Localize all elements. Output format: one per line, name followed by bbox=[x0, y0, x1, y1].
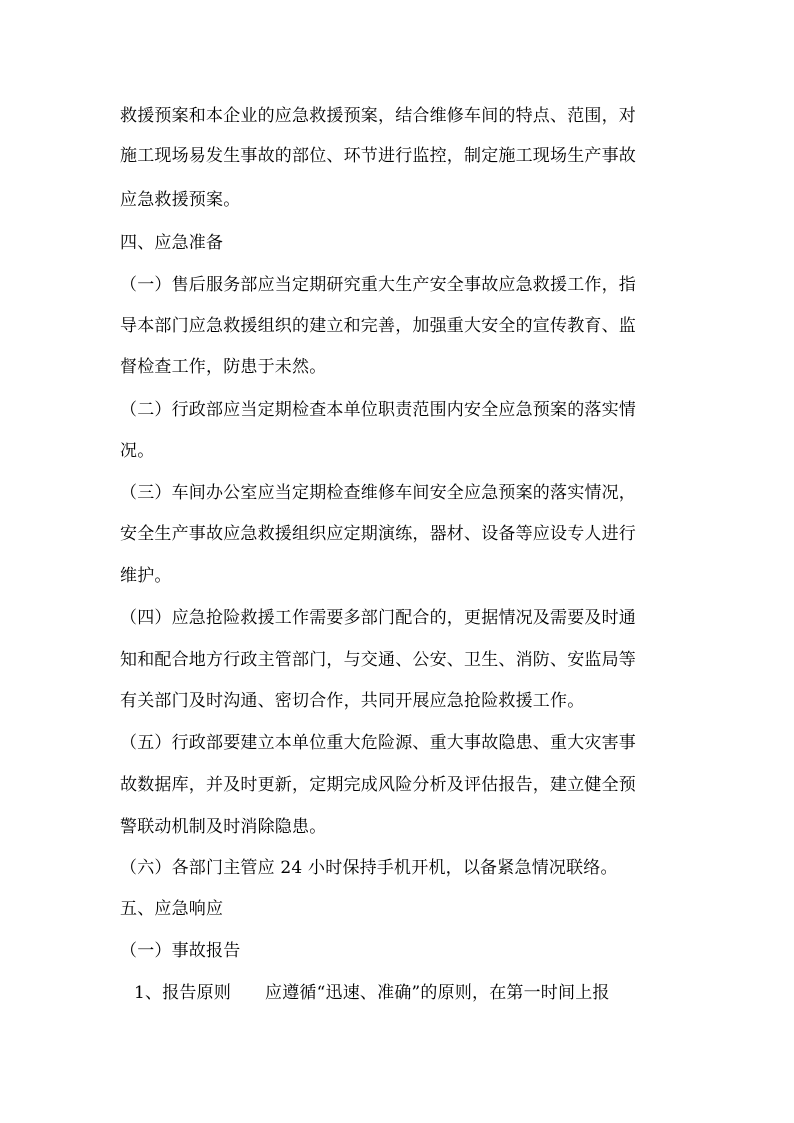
text-line bbox=[134, 983, 680, 1003]
text-line: 施工现场易发生事故的部位、环节进行监控，制定施工现场生产事故 bbox=[120, 146, 636, 166]
text-line: 故数据库，并及时更新，定期完成风险分析及评估报告，建立健全预 bbox=[120, 775, 636, 795]
subsection-heading: （一）事故报告 bbox=[120, 941, 241, 961]
text-line: （三）车间办公室应当定期检查维修车间安全应急预案的落实情况， bbox=[120, 483, 636, 503]
text-line: 有关部门及时沟通、密切合作，共同开展应急抢险救援工作。 bbox=[120, 691, 585, 711]
item-label: 1、报告原则 bbox=[134, 983, 232, 1003]
text-line: 导本部门应急救援组织的建立和完善，加强重大安全的宣传教育、监 bbox=[120, 316, 636, 336]
text-line: （五）行政部要建立本单位重大危险源、重大事故隐患、重大灾害事 bbox=[120, 733, 636, 753]
text-line: 况。 bbox=[120, 441, 155, 461]
text-line: 应急救援预案。 bbox=[120, 190, 241, 210]
text-line: 救援预案和本企业的应急救援预案，结合维修车间的特点、范围，对 bbox=[120, 106, 636, 126]
section-heading: 四、应急准备 bbox=[120, 233, 224, 253]
text-line: （四）应急抢险救援工作需要多部门配合的，更据情况及需要及时通 bbox=[120, 608, 636, 628]
text-line: 督检查工作，防患于未然。 bbox=[120, 357, 327, 377]
item-text: 应遵循“迅速、准确”的原则，在第一时间上报 bbox=[265, 983, 610, 1003]
text-line: 维护。 bbox=[120, 566, 172, 586]
section-heading: 五、应急响应 bbox=[120, 899, 224, 919]
text-line: 安全生产事故应急救援组织应定期演练，器材、设备等应设专人进行 bbox=[120, 524, 636, 544]
text-line: （六）各部门主管应 24 小时保持手机开机，以备紧急情况联络。 bbox=[120, 858, 618, 878]
text-line: 知和配合地方行政主管部门，与交通、公安、卫生、消防、安监局等 bbox=[120, 650, 636, 670]
text-line: 警联动机制及时消除隐患。 bbox=[120, 817, 327, 837]
text-line: （二）行政部应当定期检查本单位职责范围内安全应急预案的落实情 bbox=[120, 400, 636, 420]
text-line: （一）售后服务部应当定期研究重大生产安全事故应急救援工作，指 bbox=[120, 275, 636, 295]
